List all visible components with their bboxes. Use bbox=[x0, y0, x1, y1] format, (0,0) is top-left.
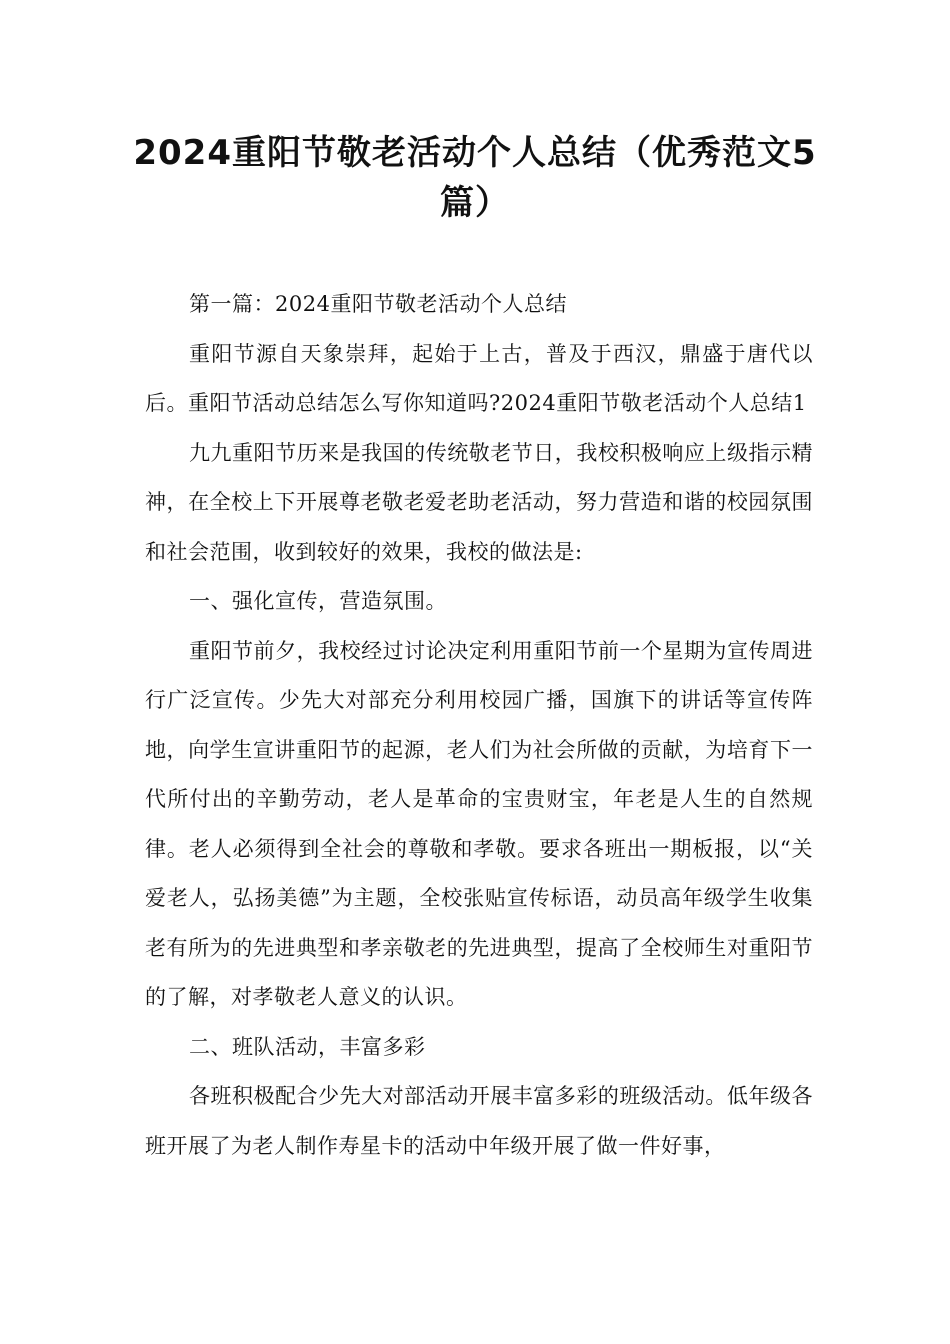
body-paragraph: 重阳节前夕，我校经过讨论决定利用重阳节前一个星期为宣传周进行广泛宣传。少先大对部充分利用校园广播，国旗下的讲话等宣传阵地，向学生宣讲重阳节的起源，老人们为社会所做的贡献，为培育下一代所付出的辛勤劳动，老人是革命的宝贵财宝，年老是人生的自然规律。老人必须得到全社会的尊敬和孝敬。要求各班出一期板报，以“关爱老人，弘扬美德”为主题，全校张贴宣传标语，动员高年级学生收集老有所为的先进典型和孝亲敬老的先进典型，提高了全校师生对重阳节的了解，对孝敬老人意义的认识。 bbox=[145, 638, 813, 1009]
body-paragraph: 九九重阳节历来是我国的传统敬老节日，我校积极响应上级指示精神，在全校上下开展尊老敬老爱老助老活动，努力营造和谐的校园氛围和社会范围，收到较好的效果，我校的做法是: bbox=[145, 440, 813, 564]
document-title: 2024重阳节敬老活动个人总结（优秀范文5篇） bbox=[133, 133, 817, 223]
intro-paragraph: 重阳节源自天象崇拜，起始于上古，普及于西汉，鼎盛于唐代以后。重阳节活动总结怎么写你知道吗?2024重阳节敬老活动个人总结1 bbox=[145, 341, 813, 415]
subheading-class-activities: 二、班队活动，丰富多彩 bbox=[189, 1034, 426, 1059]
subheading-promotion: 一、强化宣传，营造氛围。 bbox=[189, 589, 447, 613]
section-heading-first-article: 第一篇：2024重阳节敬老活动个人总结 bbox=[189, 292, 567, 316]
body-paragraph: 各班积极配合少先大对部活动开展丰富多彩的班级活动。低年级各班开展了为老人制作寿星卡的活动中年级开展了做一件好事， bbox=[145, 1084, 813, 1158]
document-body bbox=[145, 280, 813, 1171]
